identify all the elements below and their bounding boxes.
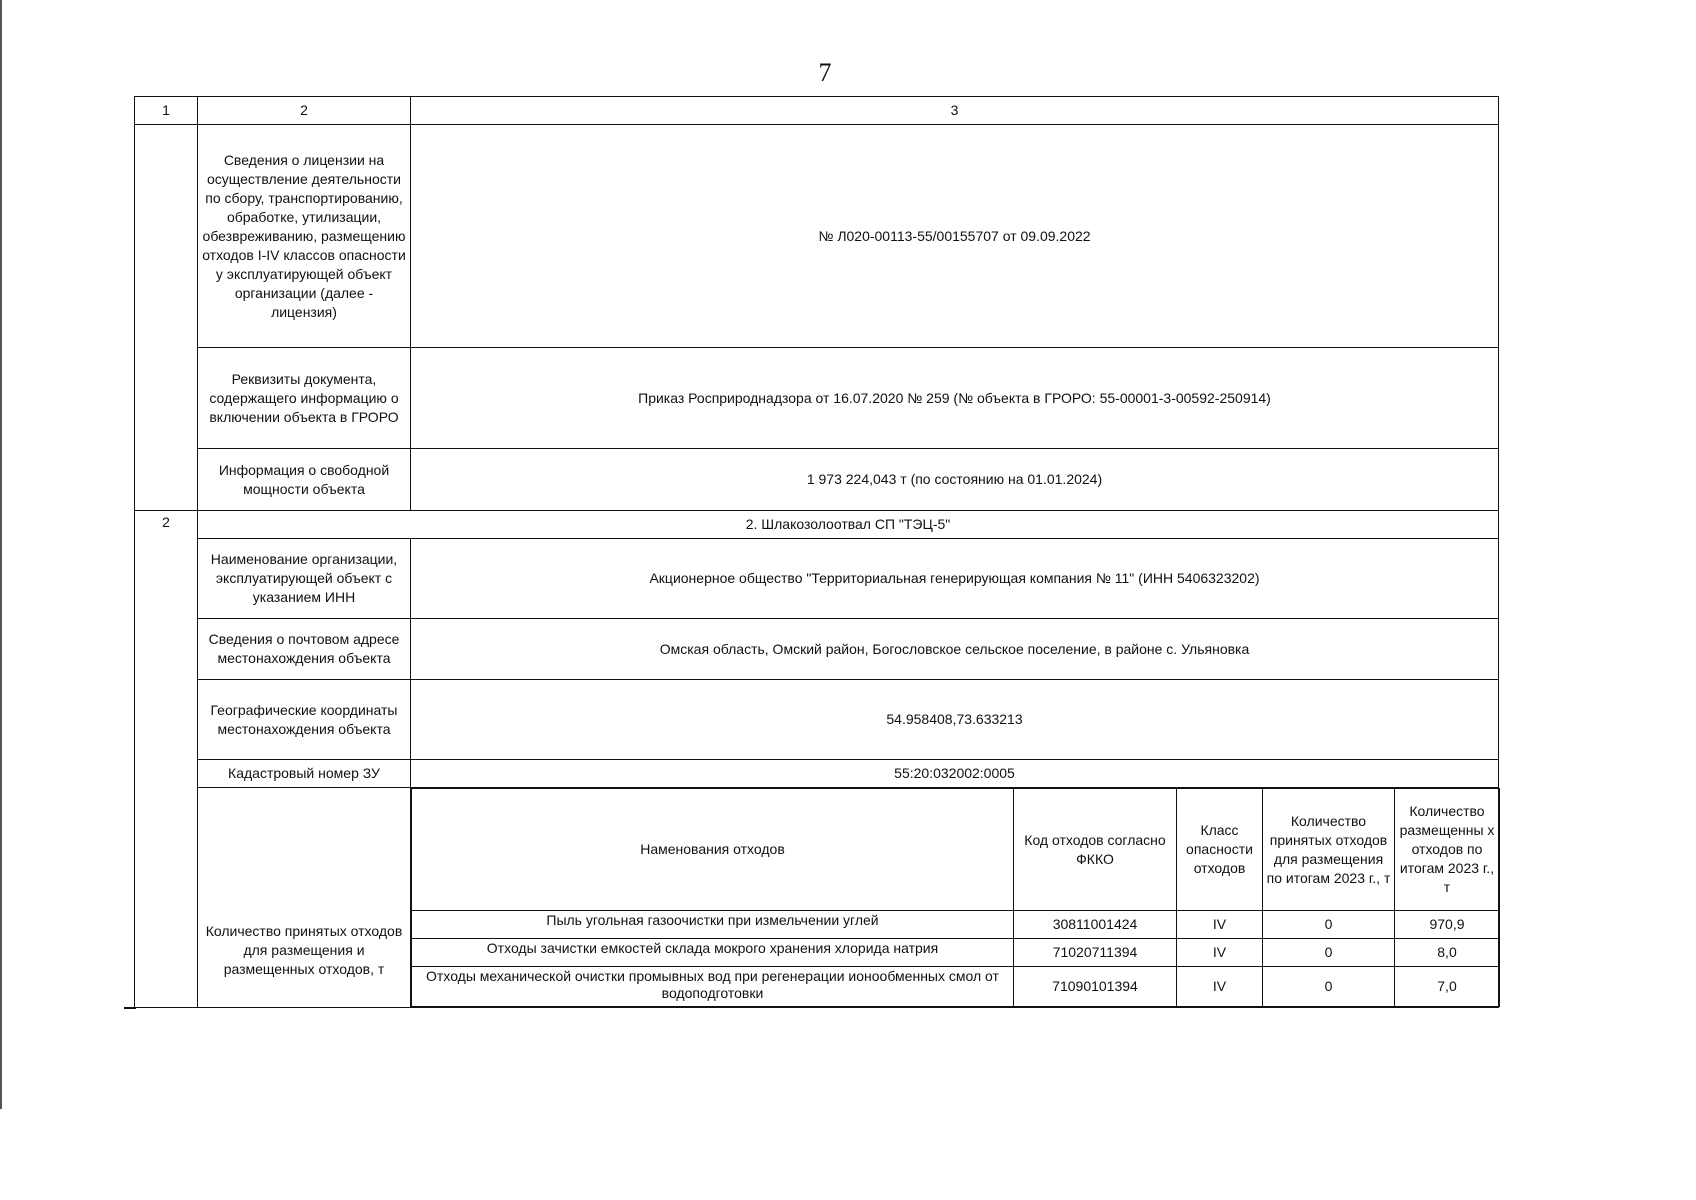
waste-accepted: 0 [1263, 911, 1395, 939]
waste-row-2 [412, 939, 1500, 967]
waste-name: Отходы зачистки емкостей склада мокрого хранения хлорида натрия [412, 939, 1014, 967]
block2-number: 2 [135, 511, 198, 1008]
waste-placed: 970,9 [1395, 911, 1500, 939]
coords-value: 54.958408,73.633213 [411, 680, 1499, 760]
org-label: Наименование организации, эксплуатирующей объект с указанием ИНН [198, 539, 411, 619]
block1-number-cell [135, 125, 198, 511]
scan-left-edge [0, 0, 2, 1109]
coords-row [135, 680, 1499, 760]
waste-label-text: Количество принятых отходов для размещения и размещенных отходов, т [205, 923, 403, 977]
capacity-label: Информация о свободной мощности объекта [198, 449, 411, 511]
waste-label [198, 788, 411, 1008]
groro-label: Реквизиты документа, содержащего информацию о включении объекта в ГРОРО [198, 348, 411, 449]
address-row [135, 619, 1499, 680]
waste-header-accepted: Количество принятых отходов для размещения по итогам 2023 г., т [1263, 789, 1395, 911]
waste-class: IV [1177, 911, 1263, 939]
groro-row [135, 348, 1499, 449]
cadastral-value: 55:20:032002:0005 [411, 760, 1499, 788]
registry-table [134, 96, 1499, 1008]
org-value: Акционерное общество "Территориальная генерирующая компания № 11" (ИНН 5406323202) [411, 539, 1499, 619]
waste-header-name: Наменования отходов [412, 789, 1014, 911]
waste-accepted: 0 [1263, 967, 1395, 1007]
groro-value: Приказ Росприроднадзора от 16.07.2020 № 259 (№ объекта в ГРОРО: 55-00001-3-00592-250914) [411, 348, 1499, 449]
header-row [135, 97, 1499, 125]
waste-table [411, 788, 1500, 1007]
waste-header-row [412, 789, 1500, 911]
cadastral-row [135, 760, 1499, 788]
capacity-value: 1 973 224,043 т (по состоянию на 01.01.2024) [411, 449, 1499, 511]
waste-code: 71020711394 [1014, 939, 1177, 967]
waste-class: IV [1177, 939, 1263, 967]
waste-header-placed: Количество размещенны х отходов по итогам 2023 г., т [1395, 789, 1500, 911]
header-col-1: 1 [135, 97, 198, 125]
waste-placed: 7,0 [1395, 967, 1500, 1007]
address-label: Сведения о почтовом адресе местонахождения объекта [198, 619, 411, 680]
waste-row-3 [412, 967, 1500, 1007]
waste-row-1 [412, 911, 1500, 939]
waste-class: IV [1177, 967, 1263, 1007]
block2-title: 2. Шлакозолоотвал СП "ТЭЦ-5" [198, 511, 1499, 539]
capacity-row [135, 449, 1499, 511]
waste-header-code: Код отходов согласно ФККО [1014, 789, 1177, 911]
waste-code: 30811001424 [1014, 911, 1177, 939]
coords-label: Географические координаты местонахождения объекта [198, 680, 411, 760]
waste-name: Пыль угольная газоочистки при измельчении углей [412, 911, 1014, 939]
waste-name: Отходы механической очистки промывных вод при регенерации ионообменных смол от водоподготовки [412, 967, 1014, 1007]
waste-placed: 8,0 [1395, 939, 1500, 967]
waste-code: 71090101394 [1014, 967, 1177, 1007]
org-row [135, 539, 1499, 619]
header-col-2: 2 [198, 97, 411, 125]
license-row [135, 125, 1499, 348]
block2-title-row [135, 511, 1499, 539]
page-number: 7 [818, 58, 832, 87]
license-label: Сведения о лицензии на осуществление деятельности по сбору, транспортированию, обработке, утилизации, обезвреживанию, размещению отходов I-IV классов опасности у эксплуатирующей объект организации (далее - лицензия) [198, 125, 411, 348]
waste-row [135, 788, 1499, 1008]
waste-table-cell [411, 788, 1499, 1008]
address-value: Омская область, Омский район, Богословское сельское поселение, в районе с. Ульяновка [411, 619, 1499, 680]
header-col-3: 3 [411, 97, 1499, 125]
waste-accepted: 0 [1263, 939, 1395, 967]
cadastral-label: Кадастровый номер ЗУ [198, 760, 411, 788]
waste-header-class: Класс опасности отходов [1177, 789, 1263, 911]
license-value: № Л020-00113-55/00155707 от 09.09.2022 [411, 125, 1499, 348]
